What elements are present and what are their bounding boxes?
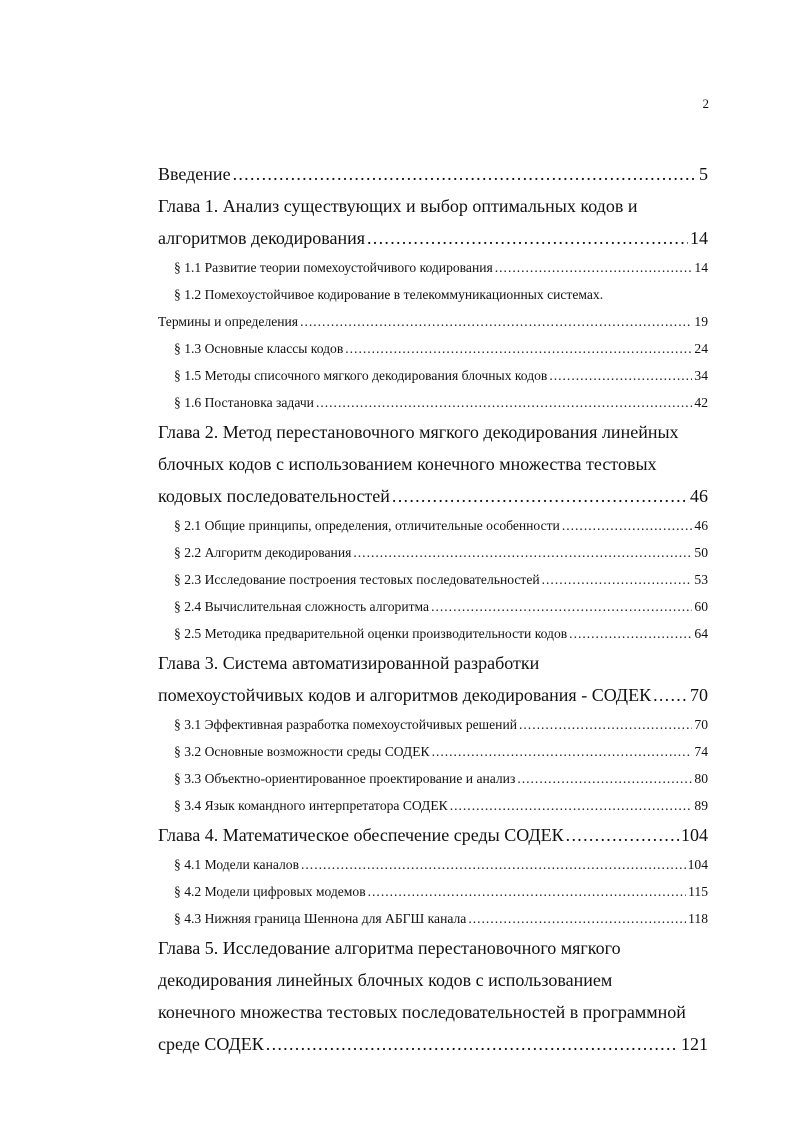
toc-title-line: Глава 1. Анализ существующих и выбор оптимальных кодов и [158,196,638,216]
toc-title: § 3.1 Эффективная разработка помехоустойчивых решений [174,717,517,732]
toc-page: 50 [694,545,708,560]
toc-title-line: Глава 5. Исследование алгоритма перестановочного мягкого [158,938,621,958]
toc-title: § 2.2 Алгоритм декодирования [174,545,352,560]
leader-dots [468,905,686,932]
page-number: 2 [702,96,709,111]
toc-title-line: § 1.2 Помехоустойчивое кодирование в телекоммуникационных системах. [174,287,604,302]
leader-dots [353,539,692,566]
leader-dots [542,566,693,593]
leader-dots [367,222,688,254]
toc-entry-section-1-2[interactable] [158,281,708,335]
leader-dots [495,254,693,281]
leader-dots [345,335,692,362]
toc-title: алгоритмов декодирования [158,228,365,248]
toc-entry-section-1-3[interactable] [158,335,708,362]
toc-page: 104 [681,825,708,845]
leader-dots [562,512,693,539]
toc-entry-chapter-1[interactable] [158,190,708,254]
toc-page: 80 [694,771,708,786]
toc-title: § 2.5 Методика предварительной оценки производительности кодов [174,626,568,641]
leader-dots [301,851,686,878]
toc-title: § 3.2 Основные возможности среды СОДЕК [174,744,430,759]
toc-title: Глава 4. Математическое обеспечение среды СОДЕК [158,825,564,845]
toc-page: 121 [681,1034,708,1054]
leader-dots [392,480,688,512]
toc-entry-chapter-5[interactable] [158,932,708,1060]
toc-page: 60 [694,599,708,614]
toc-entry-chapter-2[interactable] [158,416,708,512]
toc-page: 42 [694,395,708,410]
toc-page: 89 [694,798,708,813]
toc-entry-section-4-2[interactable] [158,878,708,905]
toc-page: 19 [694,314,708,329]
table-of-contents [158,158,708,1060]
toc-page: 53 [694,572,708,587]
toc-title: § 4.2 Модели цифровых модемов [174,884,366,899]
toc-title-line: Глава 3. Система автоматизированной разработки [158,653,540,673]
toc-title: § 1.6 Постановка задачи [174,395,314,410]
toc-page: 70 [694,717,708,732]
toc-title-line: Глава 2. Метод перестановочного мягкого декодирования линейных [158,422,679,442]
leader-dots [549,362,692,389]
toc-title: § 3.3 Объектно-ориентированное проектирование и анализ [174,771,516,786]
toc-page: 14 [694,260,708,275]
toc-entry-section-3-1[interactable] [158,711,708,738]
toc-title-line: блочных кодов с использованием конечного множества тестовых [158,454,657,474]
leader-dots [566,819,679,851]
leader-dots [316,389,692,416]
toc-title: § 4.3 Нижняя граница Шеннона для АБГШ канала [174,911,467,926]
toc-page: 118 [688,911,708,926]
leader-dots [368,878,686,905]
toc-entry-section-2-1[interactable] [158,512,708,539]
toc-entry-chapter-3[interactable] [158,647,708,711]
toc-title: § 1.3 Основные классы кодов [174,341,344,356]
leader-dots [431,593,692,620]
toc-entry-section-2-3[interactable] [158,566,708,593]
toc-entry-section-1-5[interactable] [158,362,708,389]
toc-title: § 2.1 Общие принципы, определения, отличительные особенности [174,518,560,533]
toc-entry-section-2-2[interactable] [158,539,708,566]
toc-entry-section-2-5[interactable] [158,620,708,647]
toc-entry-section-1-6[interactable] [158,389,708,416]
toc-title: Термины и определения [158,314,299,329]
toc-title: § 2.3 Исследование построения тестовых последовательностей [174,572,540,587]
toc-entry-intro[interactable] [158,158,708,190]
leader-dots [300,308,692,335]
toc-entry-section-3-3[interactable] [158,765,708,792]
leader-dots [519,711,692,738]
toc-entry-section-1-1[interactable] [158,254,708,281]
toc-title: среде СОДЕК [158,1034,264,1054]
toc-page: 24 [694,341,708,356]
toc-page: 64 [694,626,708,641]
leader-dots [569,620,692,647]
toc-page: 70 [690,685,708,705]
toc-entry-section-2-4[interactable] [158,593,708,620]
toc-entry-section-4-1[interactable] [158,851,708,878]
toc-page: 46 [694,518,708,533]
leader-dots [266,1028,679,1060]
toc-title: § 1.1 Развитие теории помехоустойчивого кодирования [174,260,493,275]
toc-title: кодовых последовательностей [158,486,390,506]
toc-page: 115 [688,884,708,899]
toc-title: Введение [158,164,231,184]
toc-page: 74 [694,744,708,759]
toc-title-line: конечного множества тестовых последовательностей в программной [158,1002,686,1022]
toc-page: 5 [699,164,708,184]
leader-dots [653,679,688,711]
toc-page: 104 [687,857,708,872]
leader-dots [233,158,697,190]
leader-dots [517,765,692,792]
toc-entry-section-3-2[interactable] [158,738,708,765]
toc-title: § 1.5 Методы списочного мягкого декодирования блочных кодов [174,368,548,383]
toc-title: помехоустойчивых кодов и алгоритмов декодирования - СОДЕК [158,685,652,705]
toc-title: § 3.4 Язык командного интерпретатора СОДЕК [174,798,448,813]
toc-entry-section-3-4[interactable] [158,792,708,819]
toc-page: 46 [690,486,708,506]
leader-dots [450,792,693,819]
toc-title: § 4.1 Модели каналов [174,857,300,872]
toc-entry-chapter-4[interactable] [158,819,708,851]
toc-page: 34 [694,368,708,383]
toc-page: 14 [690,228,708,248]
leader-dots [432,738,693,765]
toc-entry-section-4-3[interactable] [158,905,708,932]
toc-title-line: декодирования линейных блочных кодов с использованием [158,970,613,990]
toc-title: § 2.4 Вычислительная сложность алгоритма [174,599,430,614]
